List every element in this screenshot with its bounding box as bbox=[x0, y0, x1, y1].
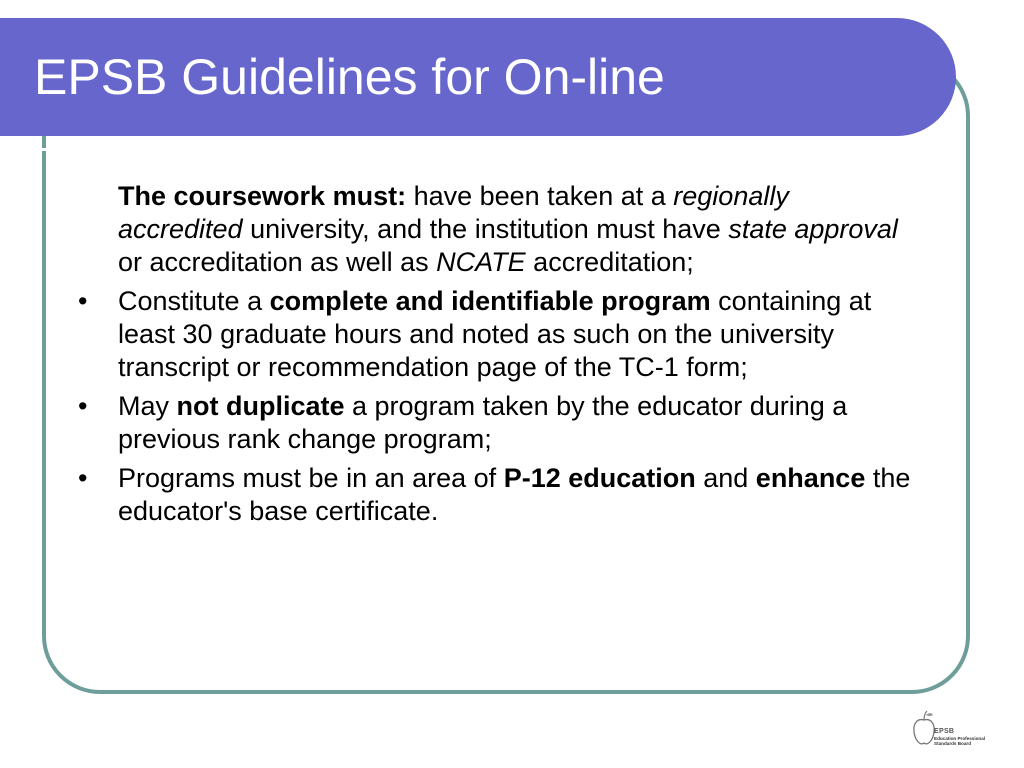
bullet-text-segment: not duplicate bbox=[176, 391, 345, 421]
bullet-text-segment: NCATE bbox=[436, 247, 526, 277]
bullet-text-segment: a program taken by the educator during a previous rank change program; bbox=[118, 391, 848, 454]
epsb-logo bbox=[912, 710, 1002, 752]
bullet-text-segment: Programs must be in an area of bbox=[118, 463, 504, 493]
bullet-text-segment: complete and identifiable program bbox=[269, 286, 711, 316]
logo-abbreviation: EPSB bbox=[934, 728, 955, 735]
slide-title: EPSB Guidelines for On-line bbox=[34, 49, 665, 105]
title-underline bbox=[0, 148, 906, 151]
bullet-marker: • bbox=[78, 391, 88, 421]
bullet-list bbox=[78, 180, 918, 534]
bullet-text-segment: Constitute a bbox=[118, 286, 270, 316]
bullet-item bbox=[78, 180, 918, 279]
bullet-item bbox=[78, 390, 918, 456]
bullet-text-segment: or accreditation as well as bbox=[118, 247, 437, 277]
bullet-marker: • bbox=[78, 286, 88, 316]
bullet-item bbox=[78, 462, 918, 528]
bullet-text-segment: containing at least 30 graduate hours and noted as such on the university transcript or recommendation page of the TC-1 form; bbox=[118, 286, 872, 382]
bullet-text-segment: and bbox=[695, 463, 756, 493]
bullet-text-segment: The coursework must: bbox=[118, 181, 407, 211]
bullet-text-segment: the educator's base certificate. bbox=[118, 463, 911, 526]
bullet-marker: • bbox=[78, 463, 88, 493]
bullet-text-segment: state approval bbox=[728, 214, 898, 244]
logo-organization-name: Education Professional Standards Board bbox=[934, 736, 986, 747]
bullet-text-segment: enhance bbox=[755, 463, 866, 493]
bullet-text-segment: accreditation; bbox=[525, 247, 694, 277]
bullet-text-segment: university, and the institution must have bbox=[242, 214, 729, 244]
bullet-item bbox=[78, 285, 918, 384]
bullet-text-segment: regionally accredited bbox=[118, 181, 789, 244]
apple-icon bbox=[912, 710, 936, 750]
bullet-text-segment: P-12 education bbox=[503, 463, 696, 493]
bullet-text-segment: have been taken at a bbox=[406, 181, 674, 211]
bullet-text-segment: May bbox=[118, 391, 177, 421]
